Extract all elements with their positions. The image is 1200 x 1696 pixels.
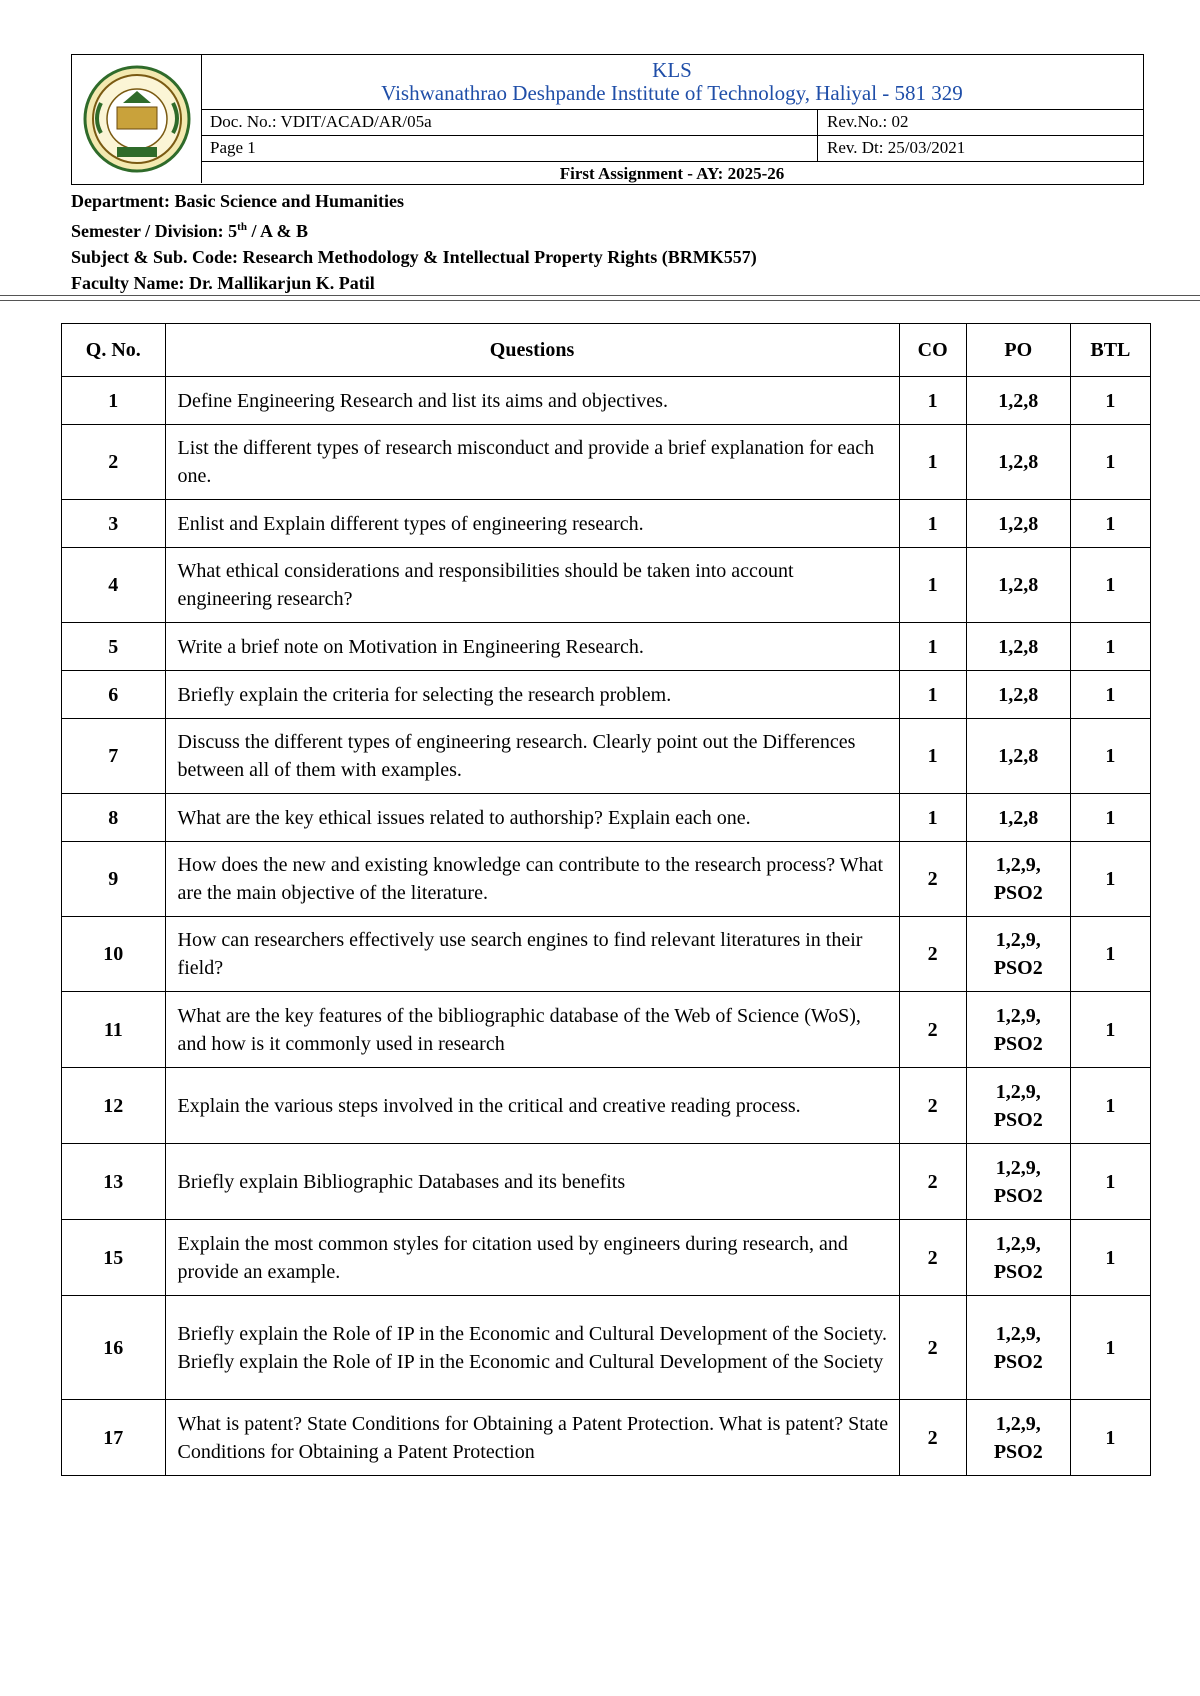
po-cell: 1,2,8	[966, 623, 1070, 671]
co-cell: 1	[899, 719, 966, 794]
btl-cell: 1	[1070, 1400, 1150, 1476]
btl-cell: 1	[1070, 671, 1150, 719]
table-row	[62, 992, 1151, 1068]
qno-cell: 11	[62, 992, 166, 1068]
table-row	[62, 377, 1151, 425]
org-name: KLS	[652, 58, 692, 82]
separator-line-bottom	[0, 300, 1200, 301]
po-line-2: PSO2	[993, 1440, 1043, 1463]
qno-cell: 9	[62, 842, 166, 917]
po-line-2: PSO2	[993, 1108, 1043, 1131]
header-po: PO	[966, 324, 1070, 377]
po-cell	[966, 1296, 1070, 1400]
po-line-2: PSO2	[993, 882, 1043, 904]
institute-name: Vishwanathrao Deshpande Institute of Technology, Haliyal - 581 329	[381, 81, 963, 105]
subject-line: Subject & Sub. Code: Research Methodology & Intellectual Property Rights (BRMK557)	[71, 247, 757, 267]
page-meta-row	[201, 136, 1143, 162]
po-line-1: 1,2,9,	[995, 854, 1041, 876]
table-row	[62, 842, 1151, 917]
po-line-1: 1,2,9,	[995, 1412, 1041, 1435]
table-row	[62, 671, 1151, 719]
table-row	[62, 794, 1151, 842]
qno-cell: 13	[62, 1144, 166, 1220]
revision-date: Rev. Dt: 25/03/2021	[827, 138, 966, 157]
po-line-1: 1,2,9,	[995, 1232, 1041, 1255]
po-line-2: PSO2	[993, 1350, 1043, 1373]
co-cell: 1	[899, 500, 966, 548]
question-cell: Write a brief note on Motivation in Engineering Research.	[165, 623, 899, 671]
co-cell: 2	[899, 1068, 966, 1144]
po-cell: 1,2,8	[966, 794, 1070, 842]
table-header-row	[62, 324, 1151, 377]
question-cell: Explain the most common styles for citation used by engineers during research, and provide an example.	[165, 1220, 899, 1296]
po-line-1: 1,2,9,	[995, 1322, 1041, 1345]
po-cell	[966, 917, 1070, 992]
btl-cell: 1	[1070, 1144, 1150, 1220]
question-cell: What are the key features of the bibliographic database of the Web of Science (WoS), and how is it commonly used in research	[165, 992, 899, 1068]
btl-cell: 1	[1070, 719, 1150, 794]
qno-cell: 8	[62, 794, 166, 842]
po-cell: 1,2,8	[966, 377, 1070, 425]
po-line-2: PSO2	[993, 1184, 1043, 1207]
po-line-1: 1,2,9,	[995, 1156, 1041, 1179]
qno-cell: 6	[62, 671, 166, 719]
question-cell: How can researchers effectively use search engines to find relevant literatures in their field?	[165, 917, 899, 992]
table-row	[62, 1296, 1151, 1400]
logo-cell	[72, 55, 202, 183]
header-btl: BTL	[1070, 324, 1150, 377]
co-cell: 2	[899, 1144, 966, 1220]
semester-division: / A & B	[246, 221, 308, 241]
table-row	[62, 917, 1151, 992]
btl-cell: 1	[1070, 500, 1150, 548]
po-line-1: 1,2,9,	[995, 929, 1041, 951]
institute-title-block	[201, 55, 1143, 110]
question-cell: Define Engineering Research and list its aims and objectives.	[165, 377, 899, 425]
po-cell	[966, 1144, 1070, 1220]
co-cell: 2	[899, 1400, 966, 1476]
qno-cell: 2	[62, 425, 166, 500]
qno-cell: 12	[62, 1068, 166, 1144]
questions-table	[61, 323, 1151, 1476]
co-cell: 2	[899, 1296, 966, 1400]
qno-cell: 1	[62, 377, 166, 425]
question-cell: Briefly explain Bibliographic Databases and its benefits	[165, 1144, 899, 1220]
assignment-title: First Assignment - AY: 2025-26	[559, 164, 785, 183]
table-row	[62, 500, 1151, 548]
separator-line-top	[0, 295, 1200, 296]
po-cell: 1,2,8	[966, 500, 1070, 548]
question-cell: Briefly explain the Role of IP in the Economic and Cultural Development of the Society. Briefly explain the Role of IP in the Economic and Cultural Development of the Society	[165, 1296, 899, 1400]
co-cell: 1	[899, 377, 966, 425]
document-header	[71, 54, 1144, 185]
question-cell: List the different types of research misconduct and provide a brief explanation for each one.	[165, 425, 899, 500]
co-cell: 2	[899, 842, 966, 917]
co-cell: 2	[899, 992, 966, 1068]
po-cell	[966, 1068, 1070, 1144]
institute-seal-logo	[81, 63, 193, 175]
table-row	[62, 1144, 1151, 1220]
po-cell	[966, 1220, 1070, 1296]
table-row	[62, 623, 1151, 671]
btl-cell: 1	[1070, 377, 1150, 425]
revision-number: Rev.No.: 02	[827, 112, 909, 131]
qno-cell: 15	[62, 1220, 166, 1296]
question-cell: What are the key ethical issues related to authorship? Explain each one.	[165, 794, 899, 842]
po-line-2: PSO2	[993, 957, 1043, 979]
qno-cell: 5	[62, 623, 166, 671]
table-row	[62, 1068, 1151, 1144]
co-cell: 1	[899, 671, 966, 719]
doc-number: Doc. No.: VDIT/ACAD/AR/05a	[201, 110, 818, 135]
semester-suffix: th	[237, 221, 247, 233]
po-line-2: PSO2	[993, 1032, 1043, 1055]
btl-cell: 1	[1070, 917, 1150, 992]
qno-cell: 3	[62, 500, 166, 548]
btl-cell: 1	[1070, 623, 1150, 671]
doc-meta-row	[201, 110, 1143, 136]
po-cell: 1,2,8	[966, 719, 1070, 794]
qno-cell: 7	[62, 719, 166, 794]
semester-line	[71, 214, 757, 244]
co-cell: 1	[899, 425, 966, 500]
semester-prefix: Semester / Division: 5	[71, 221, 238, 241]
header-co: CO	[899, 324, 966, 377]
question-cell: Discuss the different types of engineering research. Clearly point out the Differences between all of them with examples.	[165, 719, 899, 794]
faculty-line: Faculty Name: Dr. Mallikarjun K. Patil	[71, 273, 375, 293]
co-cell: 2	[899, 917, 966, 992]
question-cell: How does the new and existing knowledge can contribute to the research process? What are the main objective of the literature.	[165, 842, 899, 917]
btl-cell: 1	[1070, 794, 1150, 842]
question-cell: What is patent? State Conditions for Obtaining a Patent Protection. What is patent? State Conditions for Obtaining a Patent Protection	[165, 1400, 899, 1476]
co-cell: 1	[899, 548, 966, 623]
table-row	[62, 719, 1151, 794]
co-cell: 2	[899, 1220, 966, 1296]
question-cell: Enlist and Explain different types of engineering research.	[165, 500, 899, 548]
btl-cell: 1	[1070, 548, 1150, 623]
btl-cell: 1	[1070, 992, 1150, 1068]
page-number: Page 1	[201, 136, 818, 161]
btl-cell: 1	[1070, 842, 1150, 917]
department-line: Department: Basic Science and Humanities	[71, 191, 404, 211]
header-qno: Q. No.	[62, 324, 166, 377]
po-cell	[966, 1400, 1070, 1476]
po-cell	[966, 992, 1070, 1068]
question-cell: What ethical considerations and responsibilities should be taken into account engineering research?	[165, 548, 899, 623]
po-cell: 1,2,8	[966, 425, 1070, 500]
header-questions: Questions	[165, 324, 899, 377]
po-line-2: PSO2	[993, 1260, 1043, 1283]
po-cell	[966, 842, 1070, 917]
question-cell: Briefly explain the criteria for selecting the research problem.	[165, 671, 899, 719]
qno-cell: 17	[62, 1400, 166, 1476]
co-cell: 1	[899, 794, 966, 842]
question-cell: Explain the various steps involved in the critical and creative reading process.	[165, 1068, 899, 1144]
btl-cell: 1	[1070, 1296, 1150, 1400]
po-cell: 1,2,8	[966, 671, 1070, 719]
po-line-1: 1,2,9,	[995, 1080, 1041, 1103]
co-cell: 1	[899, 623, 966, 671]
table-row	[62, 548, 1151, 623]
qno-cell: 4	[62, 548, 166, 623]
table-row	[62, 1220, 1151, 1296]
btl-cell: 1	[1070, 1068, 1150, 1144]
qno-cell: 10	[62, 917, 166, 992]
po-cell: 1,2,8	[966, 548, 1070, 623]
course-info	[71, 188, 757, 296]
qno-cell: 16	[62, 1296, 166, 1400]
btl-cell: 1	[1070, 425, 1150, 500]
btl-cell: 1	[1070, 1220, 1150, 1296]
table-row	[62, 425, 1151, 500]
po-line-1: 1,2,9,	[995, 1004, 1041, 1027]
table-row	[62, 1400, 1151, 1476]
